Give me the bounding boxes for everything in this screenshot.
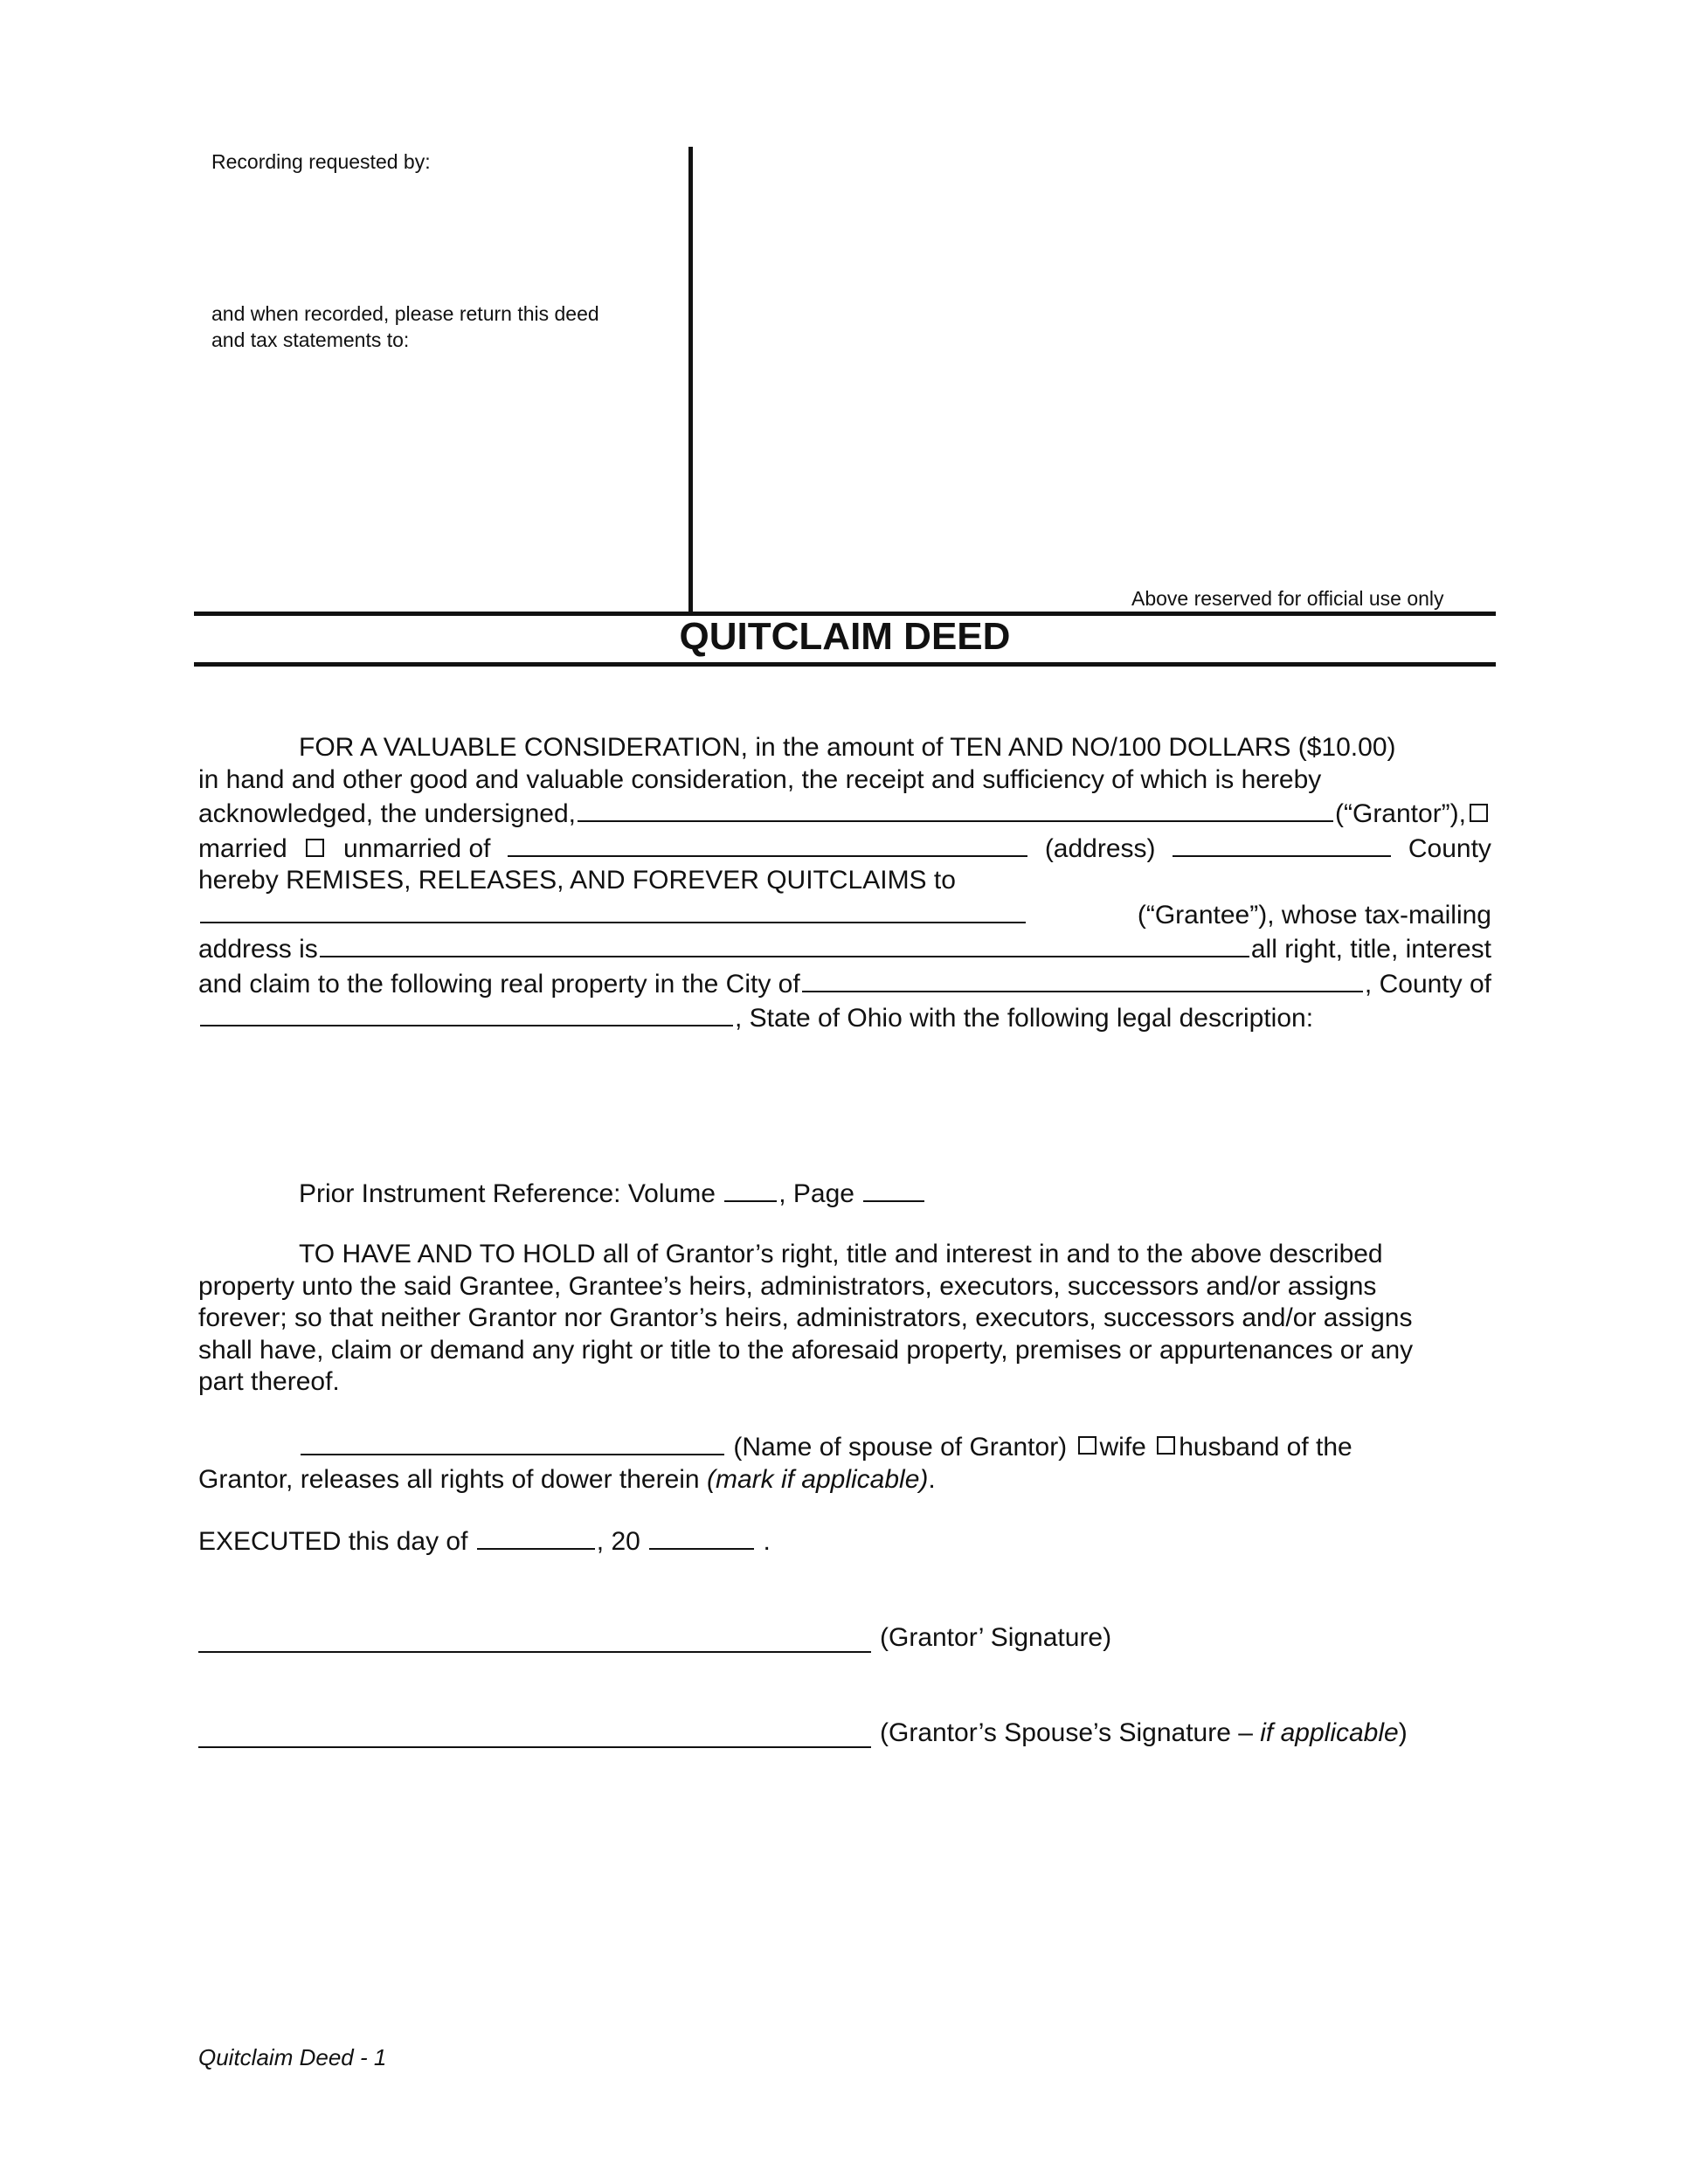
dower-paragraph (198, 1429, 1491, 1496)
consideration-line-5: hereby REMISES, RELEASES, AND FOREVER QUITCLAIMS to (198, 866, 956, 895)
consideration-line-4d: County (1408, 833, 1491, 863)
consideration-line-1: FOR A VALUABLE CONSIDERATION, in the amount of TEN AND NO/100 DOLLARS ($10.00) (299, 733, 1396, 762)
executed-period: . (763, 1527, 771, 1556)
habendum-line-1: TO HAVE AND TO HOLD all of Grantor’s right, title and interest in and to the above described (299, 1240, 1383, 1268)
grantor-county-field[interactable] (1173, 831, 1391, 857)
consideration-line-2: in hand and other good and valuable consideration, the receipt and sufficiency of which is hereby (198, 764, 1322, 794)
consideration-line-8b: , County of (1364, 969, 1491, 999)
executed-label: EXECUTED this day of (198, 1527, 468, 1556)
return-to-label (211, 301, 599, 353)
spouse-signature-label-a: (Grantor’s Spouse’s Signature – (880, 1718, 1253, 1747)
grantor-address-field[interactable] (508, 831, 1027, 857)
consideration-line-3a: acknowledged, the undersigned, (198, 799, 576, 828)
habendum-paragraph (198, 1239, 1491, 1399)
volume-field[interactable] (724, 1176, 777, 1202)
prior-instrument-reference (198, 1176, 1491, 1211)
husband-checkbox[interactable] (1157, 1436, 1175, 1455)
prior-ref-label: Prior Instrument Reference: Volume (299, 1179, 716, 1208)
dower-spouse-label: (Name of spouse of Grantor) (733, 1433, 1068, 1462)
habendum-line-4: shall have, claim or demand any right or title to the aforesaid property, premises or appurtenances or any (198, 1335, 1414, 1365)
executed-year-field[interactable] (649, 1524, 754, 1550)
header-divider (688, 147, 693, 612)
executed-line (198, 1524, 1491, 1559)
consideration-line-4b: unmarried of (343, 833, 491, 863)
executed-day-field[interactable] (477, 1524, 595, 1550)
consideration-line-6: (“Grantee”), whose tax-mailing (1137, 900, 1491, 930)
unmarried-checkbox[interactable] (306, 839, 324, 857)
recording-requested-label: Recording requested by: (211, 150, 431, 173)
grantor-name-field[interactable] (578, 796, 1333, 822)
dower-mark-note: (mark if applicable) (706, 1464, 929, 1494)
title-bottom-rule (194, 662, 1496, 667)
consideration-line-4a: married (198, 833, 287, 863)
grantor-signature-label: (Grantor’ Signature) (880, 1623, 1112, 1652)
grantor-signature-line[interactable] (198, 1651, 871, 1653)
consideration-line-4c: (address) (1044, 833, 1156, 863)
wife-checkbox[interactable] (1078, 1436, 1097, 1455)
consideration-line-3b: (“Grantor”), (1335, 799, 1466, 828)
return-to-line-1: and when recorded, please return this deed (211, 302, 599, 325)
grantee-name-field[interactable] (200, 897, 1026, 923)
property-city-field[interactable] (802, 966, 1363, 992)
consideration-line-8a: and claim to the following real property in the City of (198, 969, 800, 999)
document-title: QUITCLAIM DEED (679, 615, 1011, 658)
consideration-paragraph (198, 732, 1491, 1035)
prior-ref-page-label: , Page (778, 1179, 854, 1208)
consideration-line-7b: all right, title, interest (1250, 935, 1491, 964)
return-to-line-2: and tax statements to: (211, 328, 410, 351)
property-county-field[interactable] (200, 1000, 733, 1026)
habendum-line-3: forever; so that neither Grantor nor Grantor’s heirs, administrators, executors, successors and/or assigns (198, 1303, 1413, 1332)
executed-year-prefix: , 20 (596, 1527, 640, 1556)
spouse-signature-line[interactable] (198, 1746, 871, 1748)
dower-husband-label: husband of the (1179, 1433, 1352, 1462)
dower-wife-label: wife (1099, 1433, 1146, 1462)
spouse-signature-label (880, 1717, 1408, 1750)
consideration-line-7a: address is (198, 935, 318, 964)
spouse-name-field[interactable] (301, 1429, 724, 1455)
dower-line-2: Grantor, releases all rights of dower therein (198, 1464, 700, 1494)
habendum-line-5: part thereof. (198, 1367, 340, 1396)
page-field[interactable] (863, 1176, 924, 1202)
married-checkbox[interactable] (1470, 804, 1488, 822)
page-footer: Quitclaim Deed - 1 (198, 2044, 387, 2070)
grantee-address-field[interactable] (320, 931, 1249, 957)
spouse-signature-if-applicable: if applicable (1260, 1718, 1399, 1747)
spouse-signature-label-c: ) (1398, 1718, 1408, 1747)
habendum-line-2: property unto the said Grantee, Grantee’s heirs, administrators, executors, successors and/or assigns (198, 1271, 1377, 1301)
consideration-line-9: , State of Ohio with the following legal description: (735, 1004, 1314, 1033)
reserved-note: Above reserved for official use only (1131, 587, 1444, 610)
dower-period: . (928, 1464, 936, 1494)
